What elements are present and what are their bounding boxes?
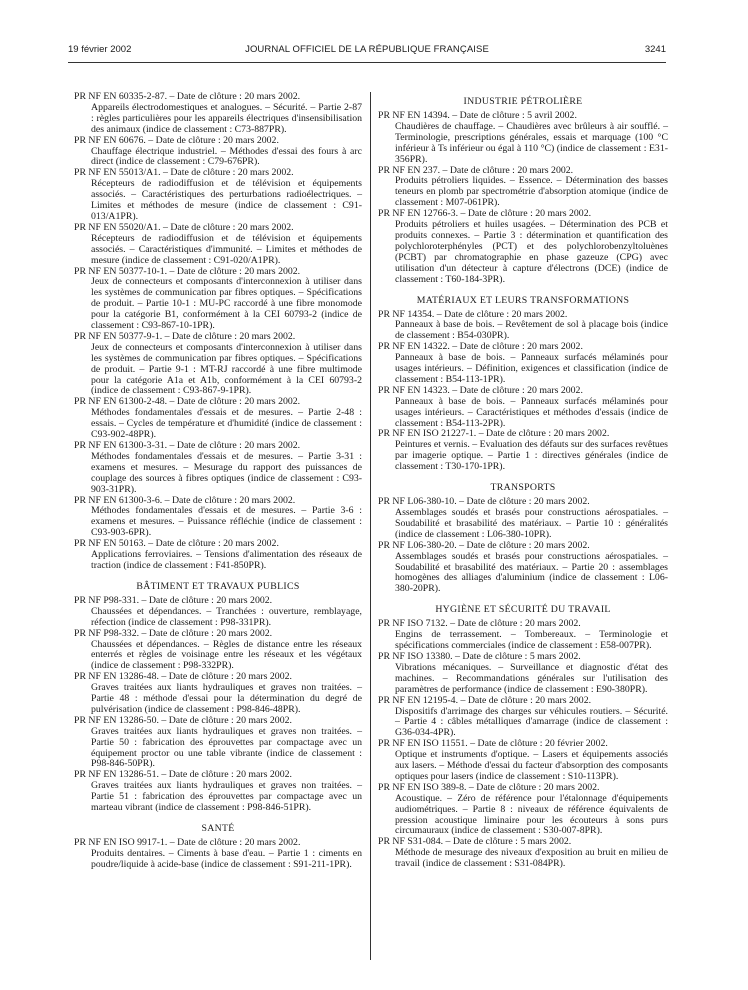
standard-reference: PR NF EN 55020/A1. – Date de clôture : 20 mars 2002. xyxy=(74,221,294,233)
standard-reference: PR NF EN 60335-2-87. – Date de clôture : 20 mars 2002. xyxy=(74,91,301,102)
standard-description: Peintures et vernis. – Evaluation des défauts sur des surfaces revêtues par imagerie optique. – Partie 1 : directives générales (indice de classement : T30-170-1PR). xyxy=(395,439,668,473)
standard-description: Assemblages soudés et brasés pour constructions aérospatiales. – Soudabilité et brasabilité des matériaux. – Partie 20 : assemblages homogènes des alliages d'aluminium (indice de classement : L06-380-20PR). xyxy=(395,550,668,595)
standard-reference: PR NF EN 61300-2-48. – Date de clôture : 20 mars 2002. xyxy=(74,396,301,408)
standard-reference: PR NF EN ISO 21227-1. – Date de clôture : 20 mars 2002. xyxy=(378,428,610,440)
standard-entry xyxy=(378,111,668,166)
standard-description: Récepteurs de radiodiffusion et de télévision et équipements associés. – Caractéristiques d'immunité. – Limites et méthodes de mesure (indice de classement : C91-020/A1PR). xyxy=(91,232,362,266)
standard-entry xyxy=(74,629,362,673)
standard-description: Panneaux à base de bois. – Revêtement de sol à placage bois (indice de classement : B54-030PR). xyxy=(395,319,668,342)
standard-reference: PR NF EN ISO 389-8. – Date de clôture : 20 mars 2002. xyxy=(378,781,600,793)
standard-description: Produits pétroliers et huiles usagées. – Détermination des PCB et produits connexes. – Partie 3 : détermination et quantification des polychloroterphényles (PCT) et des polychlorobenzyltoluènes (PCBT) par chromatographie en phase gazeuze (CPG) avec utilisation d'un détecteur à capture d'électrons (DCE) (indice de classement : T60-184-3PR). xyxy=(395,219,668,285)
standard-description: Assemblages soudés et brasés pour constructions aérospatiales. – Soudabilité et brasabilité des matériaux. – Partie 10 : généralités (indice de classement : L06-380-10PR). xyxy=(395,507,668,540)
standard-entry xyxy=(74,332,362,397)
standard-reference: PR NF P98-332. – Date de clôture : 20 mars 2002. xyxy=(74,627,273,639)
standard-entry xyxy=(378,386,668,430)
standard-description: Panneaux à base de bois. – Panneaux surfacés mélaminés pour usages intérieurs. – Définition, exigences et classification (indice de classement : B54-113-1PR). xyxy=(395,352,668,385)
header-rule xyxy=(68,62,666,63)
section-heading: HYGIÈNE ET SÉCURITÉ DU TRAVAIL xyxy=(435,604,611,616)
standard-description: Acoustique. – Zéro de référence pour l'étalonnage d'équipements audiométriques. – Partie 8 : niveaux de référence équivalents de pression acoustique liminaire pour les écouteurs à sons purs circumauraux (indice de classement : S30-007-8PR). xyxy=(395,792,668,837)
standard-description: Jeux de connecteurs et composants d'interconnexion à utiliser dans les systèmes de communication par fibres optiques. – Spécifications de produit. – Partie 10-1 : MU-PC raccordé à une fibre monomode pour la catégorie B1, conformément à la CEI 60793-2 (indice de classement : C93-867-10-1PR). xyxy=(91,276,362,332)
standard-entry xyxy=(74,770,362,814)
standard-description: Applications ferroviaires. – Tensions d'alimentation des réseaux de traction (indice de classement : F41-850PR). xyxy=(91,549,362,571)
standard-entry xyxy=(378,429,668,473)
standard-reference: PR NF P98-331. – Date de clôture : 20 mars 2002. xyxy=(74,594,273,606)
standard-reference: PR NF L06-380-10. – Date de clôture : 20 mars 2002. xyxy=(378,496,590,508)
standard-description: Méthodes fondamentales d'essais et de mesures. – Partie 2-48 : essais. – Cycles de température et d'humidité (indice de classement : C93-902-48PR). xyxy=(91,407,362,441)
standard-entry xyxy=(378,166,668,210)
standard-description: Chaussées et dépendances. – Tranchées : ouverture, remblayage, réfection (indice de classement : P98-331PR). xyxy=(91,605,362,628)
standard-reference: PR NF EN 13286-48. – Date de clôture : 20 mars 2002. xyxy=(74,671,292,683)
standard-entry xyxy=(378,619,668,652)
standard-reference: PR NF EN 14323. – Date de clôture : 20 mars 2002. xyxy=(378,384,583,396)
standard-description: Dispositifs d'arrimage des charges sur véhicules routiers. – Sécurité. – Partie 4 : câbles métalliques d'amarrage (indice de classement : G36-034-4PR). xyxy=(395,705,668,739)
standard-reference: PR NF EN 12195-4. – Date de clôture : 20 mars 2002. xyxy=(378,694,592,706)
standard-description: Chaudières de chauffage. – Chaudières avec brûleurs à air soufflé. – Terminologie, prescriptions générales, essais et marquage (100 °C inférieur à Ts inférieur ou égal à 110 °C) (indice de classement : E31-356PR). xyxy=(395,120,668,165)
standard-reference: PR NF EN 12766-3. – Date de clôture : 20 mars 2002. xyxy=(378,208,592,220)
standard-entry xyxy=(74,92,362,136)
standard-entry xyxy=(74,441,362,496)
section-heading: BÂTIMENT ET TRAVAUX PUBLICS xyxy=(136,580,300,592)
standard-entry xyxy=(74,838,362,871)
standard-entry xyxy=(74,716,362,771)
page-number: 3241 xyxy=(644,44,666,55)
standard-entry xyxy=(378,837,668,870)
standard-entry xyxy=(378,739,668,783)
standard-description: Panneaux à base de bois. – Panneaux surfacés mélaminés pour usages intérieurs. – Caractéristiques et méthodes d'essais (indice de classement : B54-113-2PR). xyxy=(395,395,668,429)
header-date: 19 février 2002 xyxy=(68,44,132,55)
standard-entry xyxy=(378,209,668,285)
standard-reference: PR NF L06-380-20. – Date de clôture : 20 mars 2002. xyxy=(378,539,590,551)
section-heading: INDUSTRIE PÉTROLIÈRE xyxy=(463,96,583,107)
column-divider xyxy=(370,92,371,960)
standard-reference: PR NF S31-084. – Date de clôture : 5 mars 2002. xyxy=(378,836,572,848)
standard-entry xyxy=(378,342,668,386)
section-heading: TRANSPORTS xyxy=(490,482,556,494)
standard-reference: PR NF 14354. – Date de clôture : 20 mars 2002. xyxy=(378,308,568,320)
standard-description: Engins de terrassement. – Tombereaux. – Terminologie et spécifications commerciales (indice de classement : E58-007PR). xyxy=(395,629,668,652)
right-column xyxy=(378,92,668,870)
standard-description: Méthodes fondamentales d'essais et de mesures. – Partie 3-6 : examens et mesures. – Puissance réfléchie (indice de classement : C93-903-6PR). xyxy=(91,505,362,539)
standard-reference: PR NF EN 13286-51. – Date de clôture : 20 mars 2002. xyxy=(74,769,292,781)
standard-reference: PR NF ISO 13380. – Date de clôture : 5 mars 2002. xyxy=(378,650,581,662)
standard-entry xyxy=(74,672,362,716)
section-heading: MATÉRIAUX ET LEURS TRANSFORMATIONS xyxy=(416,294,630,306)
standard-entry xyxy=(74,596,362,629)
standard-entry xyxy=(74,136,362,169)
standard-description: Appareils électrodomestiques et analogues. – Sécurité. – Partie 2-87 : règles particulières pour les appareils électriques d'insensibilisation des animaux (indice de classement : C73-887PR). xyxy=(91,101,362,135)
standard-reference: PR NF EN 61300-3-31. – Date de clôture : 20 mars 2002. xyxy=(74,440,301,451)
standard-description: Optique et instruments d'optique. – Lasers et équipements associés aux lasers. – Méthode d'essai du facteur d'absorption des composants optiques pour lasers (indice de classement : S10-113PR). xyxy=(395,749,668,782)
standard-reference: PR NF EN 50377-10-1. – Date de clôture : 20 mars 2002. xyxy=(74,265,301,277)
standard-description: Graves traitées aux liants hydrauliques et graves non traitées. – Partie 48 : méthode d'essai pour la détermination du degré de pulvérisation (indice de classement : P98-846-48PR). xyxy=(91,682,362,715)
standard-description: Graves traitées aux liants hydrauliques et graves non traitées. – Partie 50 : fabrication des éprouvettes par compactage avec un équipement proctor ou une table vibrante (indice de classement : P98-846-50PR). xyxy=(91,725,362,770)
page-header xyxy=(68,44,666,58)
standard-entry xyxy=(378,497,668,541)
standard-entry xyxy=(74,223,362,267)
standard-reference: PR NF EN 60676. – Date de clôture : 20 mars 2002. xyxy=(74,134,279,146)
standard-description: Vibrations mécaniques. – Surveillance et diagnostic d'état des machines. – Recommandations générales sur l'utilisation des paramètres de performance (indice de classement : E90-380PR). xyxy=(395,661,668,695)
standard-description: Jeux de connecteurs et composants d'interconnexion à utiliser dans les systèmes de communication par fibres optiques. – Spécifications de produit. – Partie 9-1 : MT-RJ raccordé à une fibre multimode pour la catégorie A1a et A1b, conformément à la CEI 60793-2 (indice de classement : C93-867-9-1PR). xyxy=(91,341,362,397)
standard-entry xyxy=(74,539,362,572)
standard-description: Graves traitées aux liants hydrauliques et graves non traitées. – Partie 51 : fabrication des éprouvettes par compactage avec un marteau vibrant (indice de classement : P98-846-51PR). xyxy=(91,780,362,814)
standard-entry xyxy=(74,267,362,332)
standard-description: Chauffage électrique industriel. – Méthodes d'essai des fours à arc direct (indice de classement : C79-676PR). xyxy=(91,145,362,168)
section-heading: SANTÉ xyxy=(201,823,235,834)
standard-description: Chaussées et dépendances. – Règles de distance entre les réseaux enterrés et règles de voisinage entre les réseaux et les végétaux (indice de classement : P98-332PR). xyxy=(91,638,362,672)
standard-reference: PR NF EN ISO 9917-1. – Date de clôture : 20 mars 2002. xyxy=(74,837,301,848)
standard-entry xyxy=(74,496,362,540)
standard-reference: PR NF EN 55013/A1. – Date de clôture : 20 mars 2002. xyxy=(74,167,294,179)
standard-entry xyxy=(378,783,668,838)
standard-description: Méthode de mesurage des niveaux d'exposition au bruit en milieu de travail (indice de classement : S31-084PR). xyxy=(395,847,668,870)
standard-entry xyxy=(378,696,668,740)
journal-title: JOURNAL OFFICIEL DE LA RÉPUBLIQUE FRANÇAISE xyxy=(245,44,489,55)
standard-reference: PR NF ISO 7132. – Date de clôture : 20 mars 2002. xyxy=(378,618,581,630)
standard-description: Produits dentaires. – Ciments à base d'eau. – Partie 1 : ciments en poudre/liquide à acide-base (indice de classement : S91-211-1PR). xyxy=(91,847,362,870)
standard-entry xyxy=(378,541,668,596)
standard-entry xyxy=(74,168,362,223)
standard-entry xyxy=(74,397,362,441)
standard-description: Méthodes fondamentales d'essais et de mesures. – Partie 3-31 : examens et mesures. – Mesurage du rapport des puissances de couplage des sources à fibres optiques (indice de classement : C93-903-31PR). xyxy=(91,450,362,495)
standard-description: Récepteurs de radiodiffusion et de télévision et équipements associés. – Caractéristiques des perturbations radioélectriques. – Limites et méthodes de mesure (indice de classement : C91-013/A1PR). xyxy=(91,178,362,222)
standard-reference: PR NF EN ISO 11551. – Date de clôture : 20 février 2002. xyxy=(378,738,608,750)
standard-reference: PR NF EN 13286-50. – Date de clôture : 20 mars 2002. xyxy=(74,714,292,726)
standard-reference: PR NF EN 50163. – Date de clôture : 20 mars 2002. xyxy=(74,538,279,550)
standard-entry xyxy=(378,310,668,343)
standard-description: Produits pétroliers liquides. – Essence. – Détermination des basses teneurs en plomb par spectrométrie d'absorption atomique (indice de classement : M07-061PR). xyxy=(395,175,668,209)
standard-reference: PR NF EN 61300-3-6. – Date de clôture : 20 mars 2002. xyxy=(74,494,296,506)
standard-reference: PR NF EN 237. – Date de clôture : 20 mars 2002. xyxy=(378,164,574,176)
standard-reference: PR NF EN 50377-9-1. – Date de clôture : 20 mars 2002. xyxy=(74,330,296,342)
standard-reference: PR NF EN 14394. – Date de clôture : 5 avril 2002. xyxy=(378,110,577,121)
left-column xyxy=(74,92,362,871)
standard-entry xyxy=(378,652,668,696)
standard-reference: PR NF EN 14322. – Date de clôture : 20 mars 2002. xyxy=(378,341,583,353)
